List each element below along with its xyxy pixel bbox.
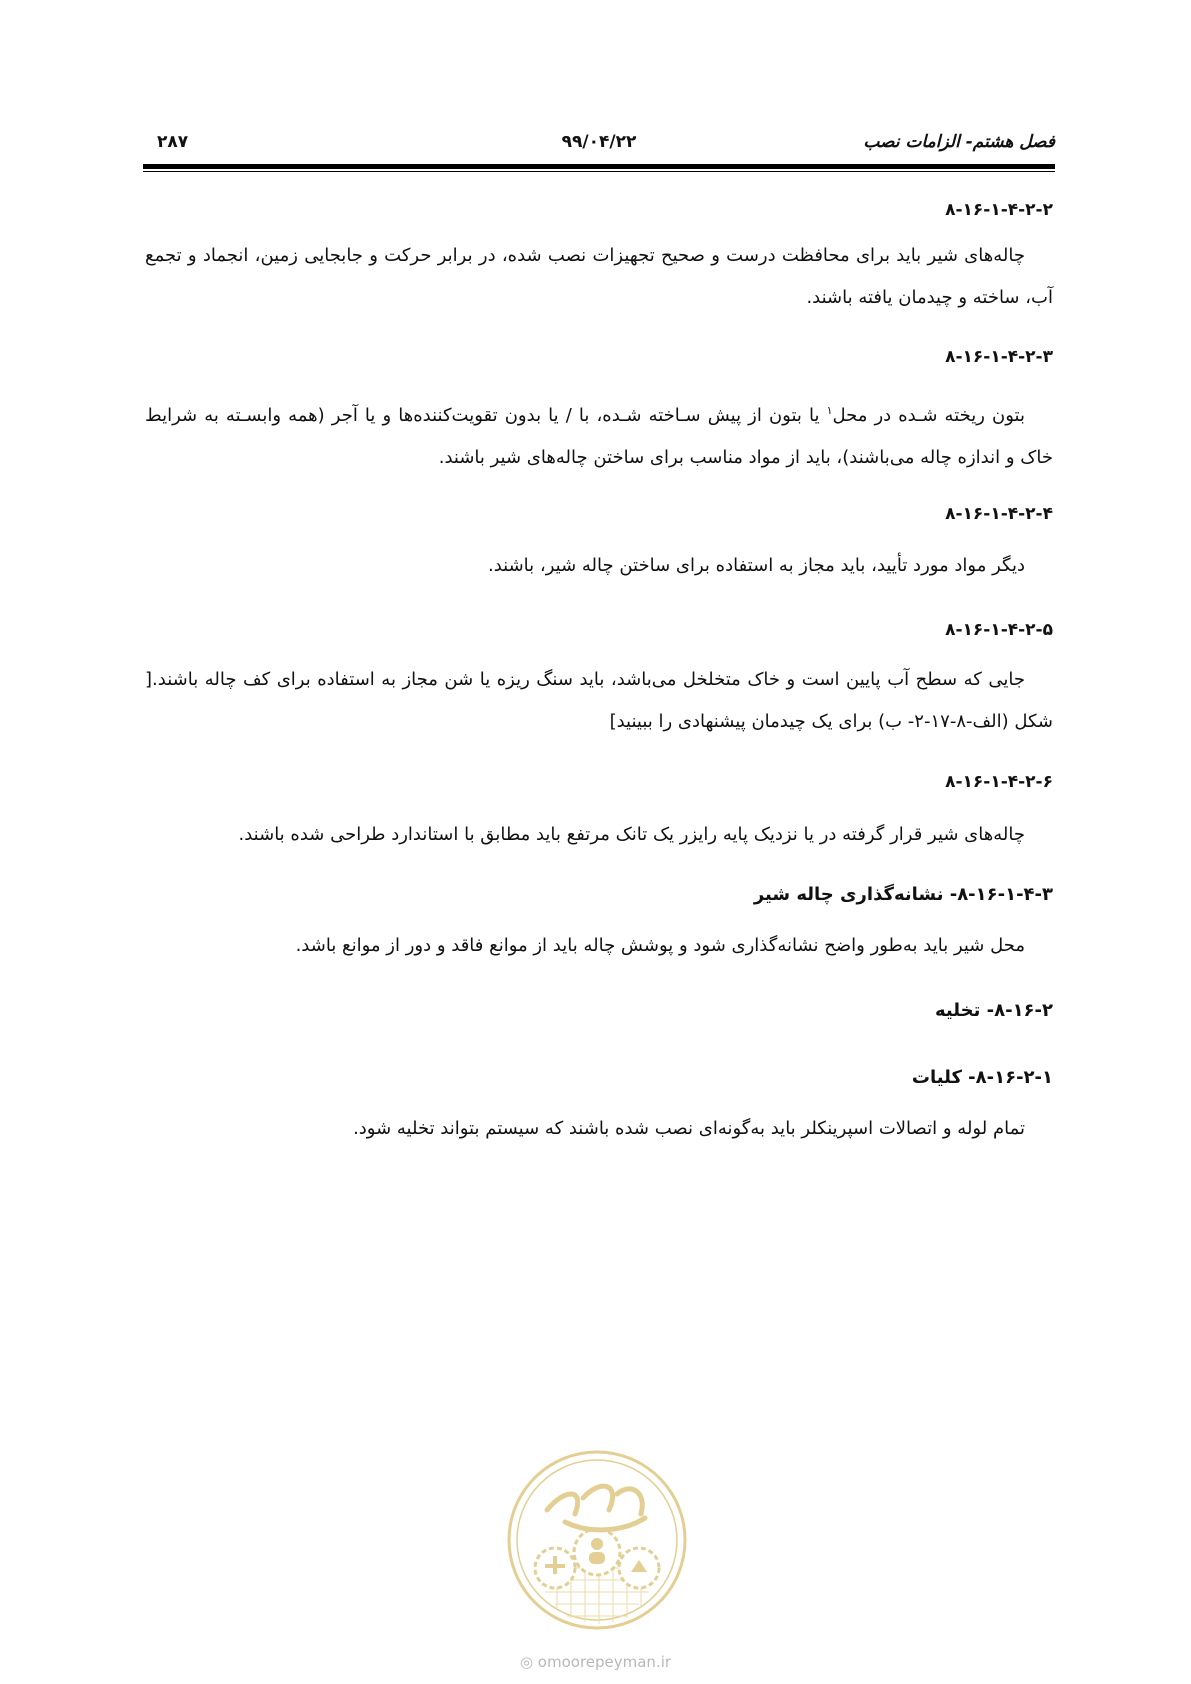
section-paragraph: تمام لوله و اتصالات اسپرینکلر باید به‌گونه‌ای نصب شده باشند که سیستم بتواند تخلیه شود.: [353, 1118, 1025, 1139]
section-paragraph: [145, 390, 1053, 479]
section-number: ۸-۱۶-۱-۴-۲-۳: [945, 347, 1053, 367]
section-number: ۸-۱۶-۱-۴-۲-۴: [945, 504, 1053, 524]
header-rule-thick: [143, 164, 1055, 169]
section-number: ۸-۱۶-۱-۴-۲-۶: [945, 772, 1053, 792]
watermark-site-text: omoorepeyman.ir: [537, 1653, 672, 1671]
section-number: ۸-۱۶-۱-۴-۲-۵: [945, 620, 1053, 640]
section-paragraph: دیگر مواد مورد تأیید، باید مجاز به استفاده برای ساختن چاله شیر، باشند.: [488, 555, 1025, 576]
page-header: [143, 132, 1055, 158]
chapter-title: فصل هشتم- الزامات نصب: [863, 132, 1055, 152]
footnote-mark[interactable]: ۱: [826, 404, 833, 417]
paragraph-text: بتون ریخته شـده در محل: [832, 405, 1025, 426]
section-paragraph: جایی که سطح آب پایین است و خاک متخلخل می‌باشد، باید سنگ ریزه یا شن مجاز به استفاده برای کف چاله باشند.[ شکل (الف-۸-۱۷-۲- ب) برای یک چیدمان پیشنهادی را ببینید]: [145, 669, 1053, 732]
section-number: ۸-۱۶-۱-۴-۲-۲: [945, 200, 1053, 220]
page-number: ۲۸۷: [157, 132, 189, 152]
section-heading-drainage: ۸-۱۶-۲- تخلیه: [935, 1000, 1053, 1021]
subsection-heading-general: ۸-۱۶-۲-۱- کلیات: [911, 1067, 1053, 1088]
watermark-site: ◎ omoorepeyman.ir: [519, 1653, 672, 1671]
paragraph-text: یا بتون از پیش سـاخته شـده، با / یا بدون تقویت‌کننده‌ها و یا آجر (همه وابسـته به شرایط خاک و اندازه چاله می‌باشند)، باید از مواد مناسب برای ساختن چاله‌های شیر باشند.: [145, 405, 1053, 468]
section-paragraph: محل شیر باید به‌طور واضح نشانه‌گذاری شود و پوشش چاله باید از موانع فاقد و دور از موانع باشد.: [295, 935, 1025, 956]
revision-date: ۹۹/۰۴/۲۲: [561, 132, 637, 152]
watermark-seal-logo: [505, 1448, 689, 1632]
subsection-heading-marking: ۸-۱۶-۱-۴-۳- نشانه‌گذاری چاله شیر: [753, 884, 1053, 905]
section-paragraph: چاله‌های شیر باید برای محافظت درست و صحیح تجهیزات نصب شده، در برابر حرکت و جابجایی زمین، انجماد و تجمع آب، ساخته و چیدمان یافته باشند.: [145, 245, 1053, 308]
header-rule-thin: [143, 171, 1055, 172]
section-paragraph: چاله‌های شیر قرار گرفته در یا نزدیک پایه رایزر یک تانک مرتفع باید مطابق با استاندارد طراحی شده باشند.: [238, 824, 1025, 845]
